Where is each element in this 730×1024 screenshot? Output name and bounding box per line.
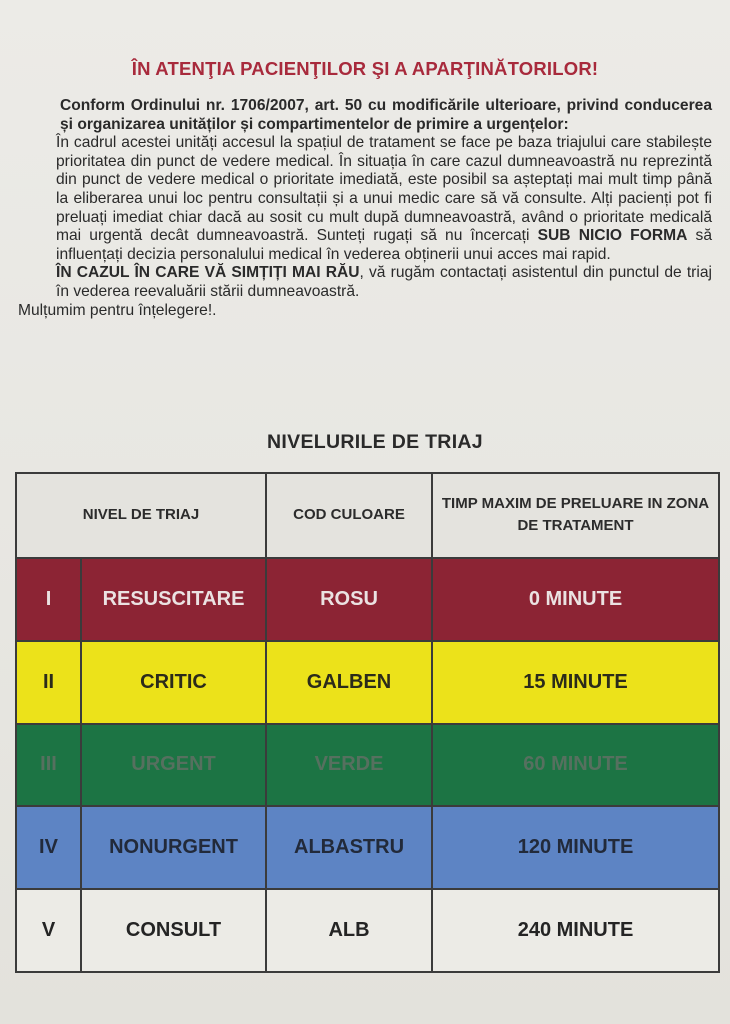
level-number: IV (16, 806, 81, 889)
triage-levels-table (15, 472, 720, 973)
level-number: II (16, 641, 81, 724)
max-time: 0 MINUTE (432, 558, 719, 641)
max-time: 120 MINUTE (432, 806, 719, 889)
triage-levels-title: NIVELURILE DE TRIAJ (267, 431, 483, 453)
color-code: ROSU (266, 558, 432, 641)
feel-worse-text: , vă rugăm contactați asistentul din punctul de triaj în vederea reevaluării stării dumneavoastră. (56, 264, 712, 300)
table-row (16, 558, 719, 641)
color-code: ALB (266, 889, 432, 972)
color-code: GALBEN (266, 641, 432, 724)
table-header-row (16, 473, 719, 558)
triage-explanation-text: În cadrul acestei unități accesul la spațiul de tratament se face pe baza triajului care stabilește prioritatea din punct de vedere medical. În situația în care cazul dumneavoastră nu reprezintă din punct de vedere medical o prioritate imediată, este posibil sa așteptați mai mult timp până la eliberarea unui loc pentru consultații și a unui medic care să vă consulte. Alți pacienți pot fi preluați imediat chiar dacă au sosit cu mult după dumneavoastră, având o prioritate medicală mai urgentă decât dumneavoastră. Sunteți rugați să nu încercați (56, 134, 712, 245)
level-name: CRITIC (81, 641, 266, 724)
level-name: URGENT (81, 724, 266, 807)
triage-explanation-end: să influențați decizia personalului medical în vederea obținerii unui acces mai rapid. (56, 227, 712, 263)
triage-explanation (18, 134, 712, 264)
emphasis-no-way: SUB NICIO FORMA (537, 227, 688, 245)
intro-text (18, 97, 712, 320)
header-color-code: COD CULOARE (266, 473, 432, 558)
order-reference: Conform Ordinului nr. 1706/2007, art. 50 cu modificările ulterioare, privind conducerea și organizarea unităților și compartimentelor de primire a urgențelor: (60, 97, 712, 133)
color-code: VERDE (266, 724, 432, 807)
level-number: III (16, 724, 81, 807)
table-row (16, 806, 719, 889)
max-time: 15 MINUTE (432, 641, 719, 724)
table-row (16, 724, 719, 807)
level-name: RESUSCITARE (81, 558, 266, 641)
level-name: NONURGENT (81, 806, 266, 889)
header-triage-level: NIVEL DE TRIAJ (16, 473, 266, 558)
feel-worse-note (18, 264, 712, 301)
table-row (16, 889, 719, 972)
level-number: V (16, 889, 81, 972)
header-max-time: TIMP MAXIM DE PRELUARE IN ZONA DE TRATAMENT (432, 473, 719, 558)
level-name: CONSULT (81, 889, 266, 972)
max-time: 240 MINUTE (432, 889, 719, 972)
max-time: 60 MINUTE (432, 724, 719, 807)
table-row (16, 641, 719, 724)
level-number: I (16, 558, 81, 641)
color-code: ALBASTRU (266, 806, 432, 889)
emphasis-feel-worse: ÎN CAZUL ÎN CARE VĂ SIMȚIȚI MAI RĂU (56, 264, 360, 282)
thanks-line: Mulțumim pentru înțelegere!. (18, 301, 217, 319)
notice-heading: ÎN ATENŢIA PACIENŢILOR ŞI A APARŢINĂTORILOR! (131, 58, 599, 79)
